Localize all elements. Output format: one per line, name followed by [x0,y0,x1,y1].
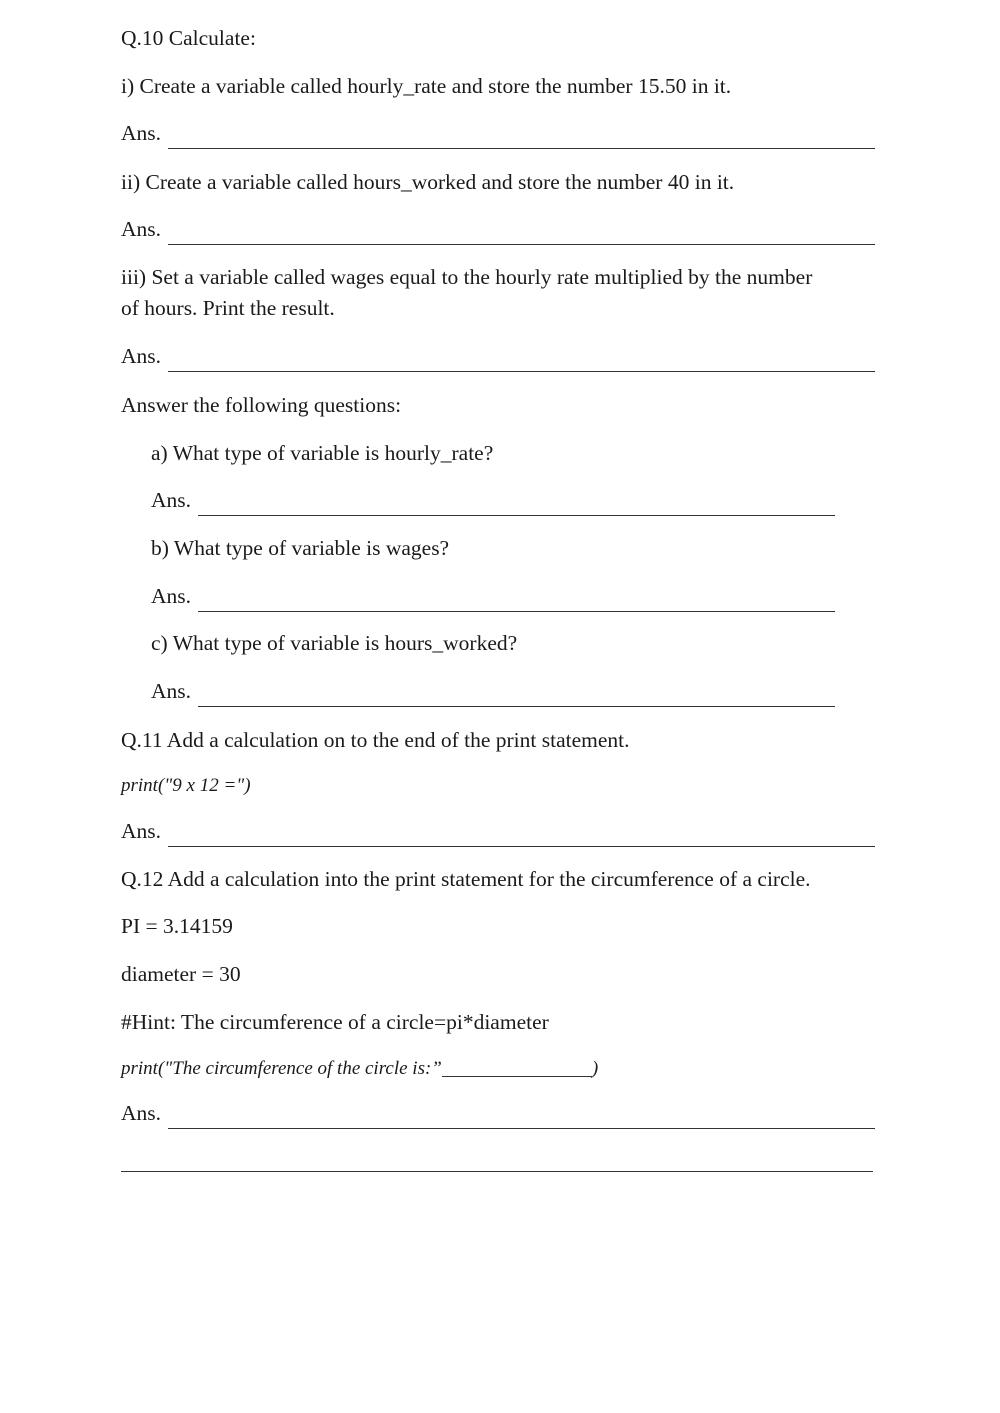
q12-code-suffix: ) [591,1058,599,1079]
answer-label: Ans. [151,488,192,512]
answer-line-q10-iii[interactable] [168,371,875,372]
q10-sub-c: c) What type of variable is hours_worked? [151,631,518,655]
answer-label: Ans. [151,584,192,608]
q10-part-i: i) Create a variable called hourly_rate and store the number 15.50 in it. [121,74,732,98]
answer-label: Ans. [121,121,162,145]
answer-row-q12 [121,1103,875,1125]
q10-title: Q.10 Calculate: [121,26,256,50]
answer-label: Ans. [121,819,162,843]
answer-line-q12-extra[interactable] [121,1171,873,1172]
answer-line-q10-a[interactable] [198,515,835,516]
q11-title: Q.11 Add a calculation on to the end of the print statement. [121,728,630,752]
q12-code-prefix: print("The circumference of the circle is:” [121,1058,442,1079]
answer-line-q10-b[interactable] [198,611,835,612]
answer-row-q10-ii [121,219,875,241]
answer-row-q10-i [121,123,875,145]
q12-code [121,1059,598,1078]
q10-part-iii-line1: iii) Set a variable called wages equal to the hourly rate multiplied by the number [121,265,813,289]
answer-line-q12[interactable] [168,1128,875,1129]
answer-label: Ans. [121,344,162,368]
q12-title: Q.12 Add a calculation into the print statement for the circumference of a circle. [121,867,811,891]
q11-code: print("9 x 12 =") [121,775,251,796]
answer-row-q10-a [151,490,835,512]
q12-hint: #Hint: The circumference of a circle=pi*diameter [121,1010,549,1034]
q10-sub-b: b) What type of variable is wages? [151,536,450,560]
q12-diameter: diameter = 30 [121,962,241,986]
answer-row-q11 [121,821,875,843]
q12-pi: PI = 3.14159 [121,914,233,938]
answer-label: Ans. [151,679,192,703]
answer-line-q10-ii[interactable] [168,244,875,245]
answer-line-q11[interactable] [168,846,875,847]
answer-label: Ans. [121,1101,162,1125]
answer-row-q10-c [151,681,835,703]
answer-line-q10-c[interactable] [198,706,835,707]
q12-code-blank[interactable] [442,1076,592,1077]
q10-part-iii-line2: of hours. Print the result. [121,296,335,320]
q10-sub-a: a) What type of variable is hourly_rate? [151,441,494,465]
answer-row-q10-b [151,586,835,608]
answer-line-q10-i[interactable] [168,148,875,149]
answer-following-heading: Answer the following questions: [121,393,402,417]
answer-row-q10-iii [121,346,875,368]
answer-label: Ans. [121,217,162,241]
q10-part-ii: ii) Create a variable called hours_worked and store the number 40 in it. [121,170,735,194]
